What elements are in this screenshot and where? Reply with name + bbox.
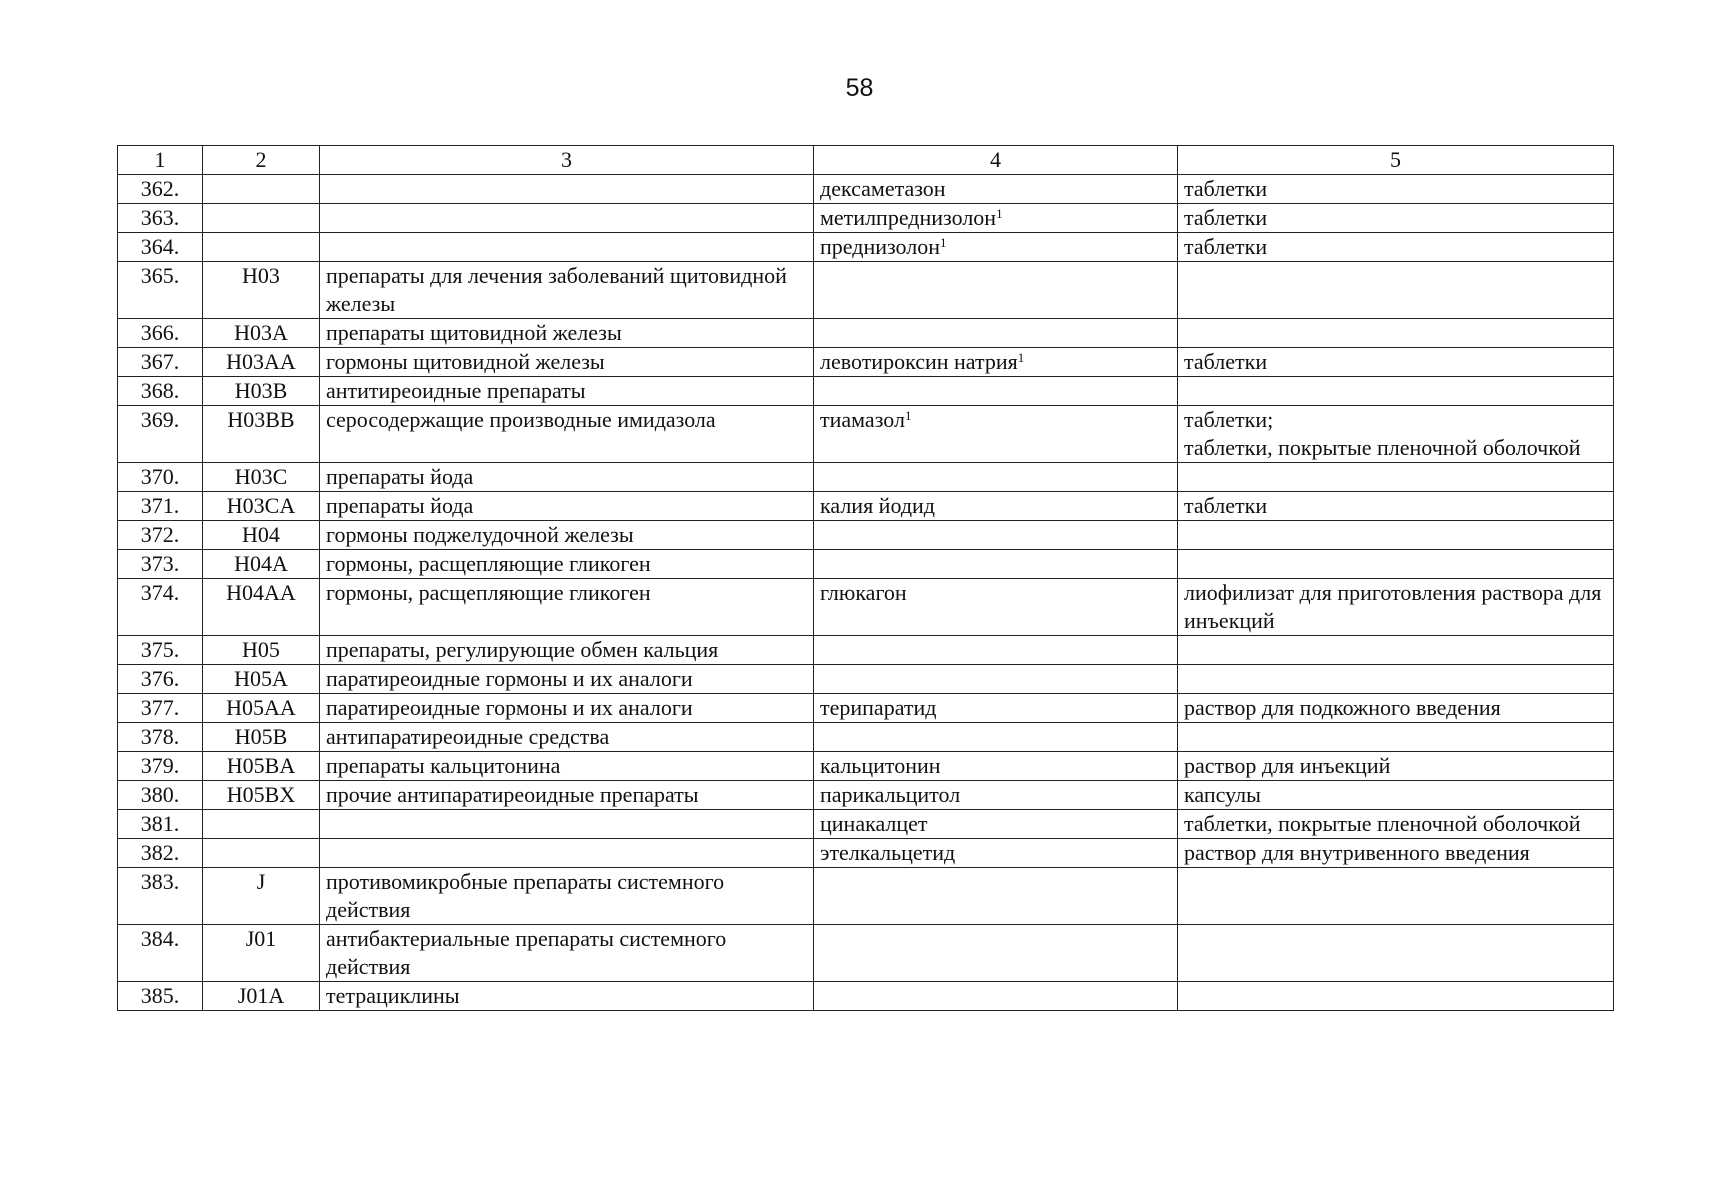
row-number-cell: 377. <box>118 694 203 723</box>
dosage-form-cell: раствор для инъекций <box>1178 752 1614 781</box>
drug-name-cell <box>814 262 1178 319</box>
group-name-cell: препараты кальцитонина <box>320 752 814 781</box>
dosage-form-cell: таблетки <box>1178 175 1614 204</box>
group-name-cell: гормоны, расщепляющие гликоген <box>320 550 814 579</box>
drug-name-cell <box>814 723 1178 752</box>
atc-code-cell: H03C <box>203 463 320 492</box>
row-number-cell: 381. <box>118 810 203 839</box>
row-number-cell: 367. <box>118 348 203 377</box>
group-name-cell: гормоны поджелудочной железы <box>320 521 814 550</box>
drug-name-cell <box>814 752 1178 781</box>
drug-name-cell <box>814 204 1178 233</box>
atc-code-cell <box>203 233 320 262</box>
drug-name: преднизолон <box>820 234 941 259</box>
drug-name: кальцитонин <box>820 753 941 778</box>
drug-name-cell <box>814 694 1178 723</box>
atc-code-cell: H05AA <box>203 694 320 723</box>
drug-name: цинакалцет <box>820 811 928 836</box>
row-number-cell: 376. <box>118 665 203 694</box>
drug-name: метилпреднизолон <box>820 205 997 230</box>
table-row <box>118 752 1614 781</box>
dosage-form-cell: раствор для внутривенного введения <box>1178 839 1614 868</box>
drug-name-cell <box>814 463 1178 492</box>
drug-name: этелкальцетид <box>820 840 956 865</box>
group-name-cell: антибактериальные препараты системного действия <box>320 925 814 982</box>
row-number-cell: 364. <box>118 233 203 262</box>
table-row <box>118 406 1614 463</box>
row-number-cell: 378. <box>118 723 203 752</box>
group-name-cell: препараты йода <box>320 492 814 521</box>
group-name-cell: паратиреоидные гормоны и их аналоги <box>320 694 814 723</box>
dosage-form-cell <box>1178 925 1614 982</box>
drug-name-cell <box>814 233 1178 262</box>
table-row <box>118 723 1614 752</box>
atc-code-cell: H03B <box>203 377 320 406</box>
header-col-5: 5 <box>1178 146 1614 175</box>
row-number-cell: 372. <box>118 521 203 550</box>
dosage-form-cell <box>1178 550 1614 579</box>
drug-name: левотироксин натрия <box>820 349 1018 374</box>
dosage-form-cell <box>1178 636 1614 665</box>
atc-code-cell: J01A <box>203 982 320 1011</box>
group-name-cell <box>320 204 814 233</box>
dosage-form-cell <box>1178 723 1614 752</box>
drug-name-cell <box>814 348 1178 377</box>
drug-name-cell <box>814 636 1178 665</box>
row-number-cell: 366. <box>118 319 203 348</box>
dosage-form-cell: капсулы <box>1178 781 1614 810</box>
atc-code-cell: H03 <box>203 262 320 319</box>
table-row <box>118 694 1614 723</box>
drug-name-cell <box>814 550 1178 579</box>
table-row <box>118 579 1614 636</box>
table-row <box>118 665 1614 694</box>
dosage-form-cell: таблетки <box>1178 204 1614 233</box>
group-name-cell: противомикробные препараты системного действия <box>320 868 814 925</box>
dosage-form-cell <box>1178 521 1614 550</box>
dosage-form-cell <box>1178 982 1614 1011</box>
drug-name-cell <box>814 781 1178 810</box>
atc-code-cell: H04A <box>203 550 320 579</box>
dosage-form-cell <box>1178 262 1614 319</box>
header-col-3: 3 <box>320 146 814 175</box>
table-row <box>118 925 1614 982</box>
dosage-form-cell: таблетки <box>1178 492 1614 521</box>
drug-name-cell <box>814 175 1178 204</box>
drug-name: тиамазол <box>820 407 905 432</box>
table-row <box>118 982 1614 1011</box>
group-name-cell <box>320 175 814 204</box>
drug-name-cell <box>814 521 1178 550</box>
table-row <box>118 550 1614 579</box>
table-row <box>118 810 1614 839</box>
dosage-form-cell: таблетки; таблетки, покрытые пленочной оболочкой <box>1178 406 1614 463</box>
table-row <box>118 839 1614 868</box>
group-name-cell: серосодержащие производные имидазола <box>320 406 814 463</box>
atc-code-cell: H03AA <box>203 348 320 377</box>
table-row <box>118 636 1614 665</box>
group-name-cell <box>320 839 814 868</box>
row-number-cell: 374. <box>118 579 203 636</box>
group-name-cell: препараты для лечения заболеваний щитовидной железы <box>320 262 814 319</box>
drug-name-cell <box>814 579 1178 636</box>
group-name-cell: антипаратиреоидные средства <box>320 723 814 752</box>
atc-code-cell: J <box>203 868 320 925</box>
group-name-cell <box>320 233 814 262</box>
row-number-cell: 384. <box>118 925 203 982</box>
row-number-cell: 380. <box>118 781 203 810</box>
atc-code-cell <box>203 204 320 233</box>
row-number-cell: 385. <box>118 982 203 1011</box>
table-row <box>118 348 1614 377</box>
row-number-cell: 375. <box>118 636 203 665</box>
drug-name: терипаратид <box>820 695 937 720</box>
group-name-cell: паратиреоидные гормоны и их аналоги <box>320 665 814 694</box>
drug-name-cell <box>814 377 1178 406</box>
group-name-cell: прочие антипаратиреоидные препараты <box>320 781 814 810</box>
group-name-cell: препараты, регулирующие обмен кальция <box>320 636 814 665</box>
medicines-table <box>117 145 1614 1011</box>
table-row <box>118 377 1614 406</box>
row-number-cell: 379. <box>118 752 203 781</box>
group-name-cell: тетрациклины <box>320 982 814 1011</box>
atc-code-cell: H05BX <box>203 781 320 810</box>
atc-code-cell: H04AA <box>203 579 320 636</box>
header-row <box>118 146 1614 175</box>
row-number-cell: 369. <box>118 406 203 463</box>
drug-name-cell <box>814 492 1178 521</box>
table-row <box>118 463 1614 492</box>
table-row <box>118 175 1614 204</box>
drug-name: глюкагон <box>820 580 907 605</box>
footnote-mark: 1 <box>1017 350 1025 365</box>
atc-code-cell: H03A <box>203 319 320 348</box>
footnote-mark: 1 <box>904 408 912 423</box>
table-row <box>118 262 1614 319</box>
row-number-cell: 371. <box>118 492 203 521</box>
drug-name-cell <box>814 839 1178 868</box>
row-number-cell: 383. <box>118 868 203 925</box>
drug-name: дексаметазон <box>820 176 946 201</box>
table-row <box>118 204 1614 233</box>
drug-name-cell <box>814 868 1178 925</box>
group-name-cell: гормоны, расщепляющие гликоген <box>320 579 814 636</box>
row-number-cell: 368. <box>118 377 203 406</box>
header-col-1: 1 <box>118 146 203 175</box>
page-number: 58 <box>845 74 874 102</box>
dosage-form-cell: лиофилизат для приготовления раствора для инъекций <box>1178 579 1614 636</box>
table-body <box>118 175 1614 1011</box>
drug-name-cell <box>814 810 1178 839</box>
atc-code-cell: J01 <box>203 925 320 982</box>
atc-code-cell: H03CA <box>203 492 320 521</box>
drug-name: калия йодид <box>820 493 935 518</box>
row-number-cell: 365. <box>118 262 203 319</box>
group-name-cell <box>320 810 814 839</box>
dosage-form-cell <box>1178 377 1614 406</box>
dosage-form-cell <box>1178 665 1614 694</box>
atc-code-cell: H05BA <box>203 752 320 781</box>
row-number-cell: 382. <box>118 839 203 868</box>
group-name-cell: препараты йода <box>320 463 814 492</box>
table-row <box>118 868 1614 925</box>
table-row <box>118 521 1614 550</box>
header-col-4: 4 <box>814 146 1178 175</box>
row-number-cell: 373. <box>118 550 203 579</box>
atc-code-cell <box>203 175 320 204</box>
footnote-mark: 1 <box>996 206 1003 221</box>
atc-code-cell <box>203 839 320 868</box>
row-number-cell: 370. <box>118 463 203 492</box>
atc-code-cell: H05A <box>203 665 320 694</box>
dosage-form-cell: раствор для подкожного введения <box>1178 694 1614 723</box>
atc-code-cell: H05B <box>203 723 320 752</box>
table-row <box>118 492 1614 521</box>
atc-code-cell: H03BB <box>203 406 320 463</box>
atc-code-cell: H05 <box>203 636 320 665</box>
group-name-cell: препараты щитовидной железы <box>320 319 814 348</box>
footnote-mark: 1 <box>940 235 947 250</box>
group-name-cell: гормоны щитовидной железы <box>320 348 814 377</box>
drug-name-cell <box>814 406 1178 463</box>
drug-name: парикальцитол <box>820 782 961 807</box>
table-row <box>118 233 1614 262</box>
table-row <box>118 319 1614 348</box>
row-number-cell: 362. <box>118 175 203 204</box>
drug-name-cell <box>814 319 1178 348</box>
atc-code-cell: H04 <box>203 521 320 550</box>
dosage-form-cell: таблетки, покрытые пленочной оболочкой <box>1178 810 1614 839</box>
drug-name-cell <box>814 982 1178 1011</box>
dosage-form-cell: таблетки <box>1178 348 1614 377</box>
header-col-2: 2 <box>203 146 320 175</box>
dosage-form-cell <box>1178 868 1614 925</box>
drug-name-cell <box>814 925 1178 982</box>
row-number-cell: 363. <box>118 204 203 233</box>
drug-name-cell <box>814 665 1178 694</box>
group-name-cell: антитиреоидные препараты <box>320 377 814 406</box>
atc-code-cell <box>203 810 320 839</box>
dosage-form-cell: таблетки <box>1178 233 1614 262</box>
dosage-form-cell <box>1178 319 1614 348</box>
dosage-form-cell <box>1178 463 1614 492</box>
table-row <box>118 781 1614 810</box>
